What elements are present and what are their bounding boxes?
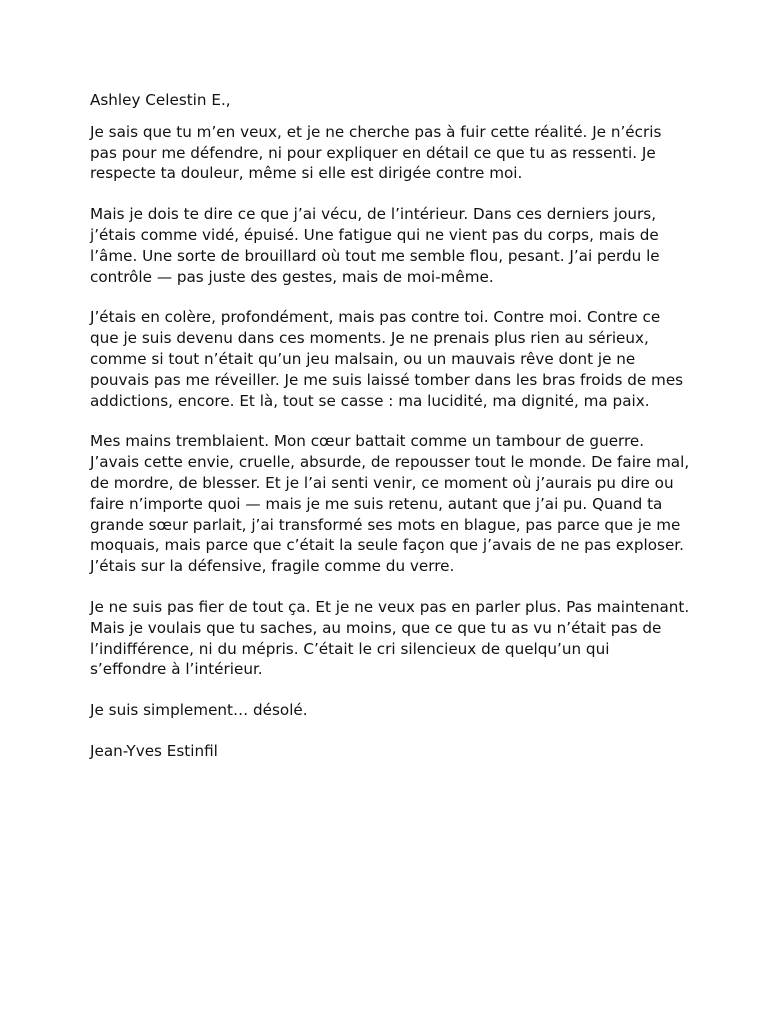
letter-paragraph: Mais je dois te dire ce que j’ai vécu, de l’intérieur. Dans ces derniers jours, j’étais comme vidé, épuisé. Une fatigue qui ne vient pas du corps, mais de l’âme. Une sorte de brouillard où tout me semble flou, pesant. J’ai perdu le contrôle — pas juste des gestes, mais de moi-même. <box>90 205 660 286</box>
letter-paragraph: J’étais en colère, profondément, mais pas contre toi. Contre moi. Contre ce que je suis devenu dans ces moments. Je ne prenais plus rien au sérieux, comme si tout n’était qu’un jeu malsain, ou un mauvais rêve dont je ne pouvais pas me réveiller. Je me suis laissé tomber dans les bras froids de mes addictions, encore. Et là, tout se casse : ma lucidité, ma dignité, ma paix. <box>90 308 684 410</box>
letter-signature: Jean-Yves Estinfil <box>90 741 218 760</box>
letter-paragraph: Je ne suis pas fier de tout ça. Et je ne veux pas en parler plus. Pas maintenant. Mais je voulais que tu saches, au moins, que ce que tu as vu n’était pas de l’indifférence, ni du mépris. C’était le cri silencieux de quelqu’un qui s’effondre à l’intérieur. <box>90 597 690 679</box>
letter-page <box>90 90 690 762</box>
letter-closing: Je suis simplement… désolé. <box>90 701 308 720</box>
letter-salutation: Ashley Celestin E., <box>90 91 231 109</box>
letter-paragraph: Je sais que tu m’en veux, et je ne cherche pas à fuir cette réalité. Je n’écris pas pour me défendre, ni pour expliquer en détail ce que tu as ressenti. Je respecte ta douleur, même si elle est dirigée contre moi. <box>90 122 662 183</box>
letter-paragraph: Mes mains tremblaient. Mon cœur battait comme un tambour de guerre. J’avais cette envie, cruelle, absurde, de repousser tout le monde. De faire mal, de mordre, de blesser. Et je l’ai senti venir, ce moment où j’aurais pu dire ou faire n’importe quoi — mais je me suis retenu, autant que j’ai pu. Quand ta grande sœur parlait, j’ai transformé ses mots en blague, pas parce que je me moquais, mais parce que c’était la seule façon que j’avais de ne pas exploser. J’étais sur la défensive, fragile comme du verre. <box>90 432 690 576</box>
